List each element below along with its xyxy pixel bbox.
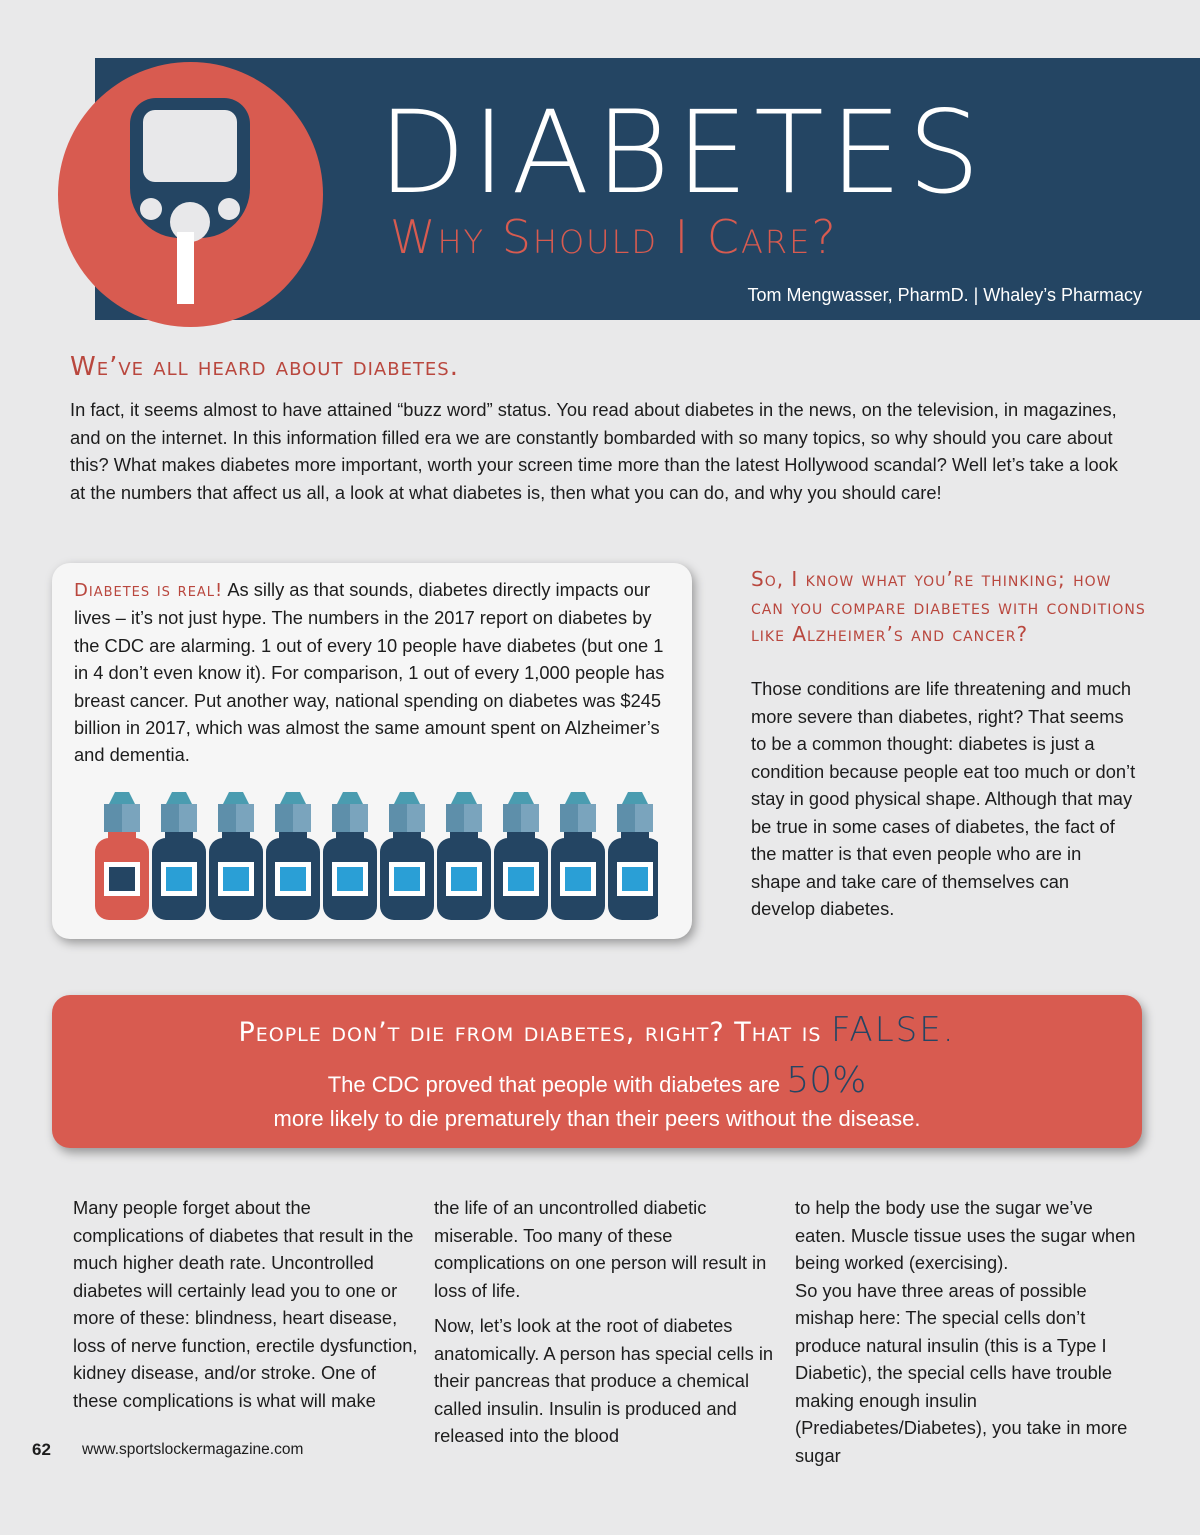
callout-percent: 50%	[786, 1060, 867, 1101]
sidebar-heading: So, I know what you’re thinking; how can you compare diabetes with conditions like Alzheimer’s and cancer?	[751, 567, 1146, 646]
stats-card-body: As silly as that sounds, diabetes directly impacts our lives – it’s not just hype. The numbers in the 2017 report on diabetes by the CDC are alarming. 1 out of every 10 people have diabetes (but one 1 in 4 don’t even know it). For comparison, 1 out of every 1,000 people has breast cancer. Put another way, national spending on diabetes was $245 billion in 2017, which was almost the same amount spent on Alzheimer’s and dementia.	[74, 579, 665, 766]
callout-heading	[52, 1010, 1142, 1050]
page-title: DIABETES	[378, 86, 987, 219]
insulin-vial-icon	[152, 792, 206, 920]
insulin-vial-icon	[494, 792, 548, 920]
insulin-vial-icon	[209, 792, 263, 920]
insulin-vial-icon	[266, 792, 320, 920]
byline: Tom Mengwasser, PharmD. | Whaley’s Pharmacy	[747, 285, 1142, 305]
column-2-paragraph-2: Now, let’s look at the root of diabetes anatomically. A person has special cells in their pancreas that produce a chemical called insulin. Insulin is produced and released into the blood	[434, 1315, 774, 1446]
callout-line-1	[52, 1060, 1142, 1101]
insulin-vial-icon	[380, 792, 434, 920]
stats-card-lead: Diabetes is real!	[74, 580, 224, 601]
insulin-vial-icon	[437, 792, 491, 920]
stats-card-text	[74, 576, 676, 769]
column-2-paragraph-1: the life of an uncontrolled diabetic miserable. Too many of these complications on one person will result in loss of life.	[434, 1197, 767, 1301]
glucose-meter-icon	[58, 62, 323, 327]
insulin-vial-icon	[323, 792, 377, 920]
callout-line-2: more likely to die prematurely than their peers without the disease.	[273, 1106, 921, 1131]
column-1-paragraph: Many people forget about the complications of diabetes that result in the much higher death rate. Uncontrolled diabetes will certainly lead you to one or more of these: blindness, heart disease, loss of nerve function, erectile dysfunction, kidney disease, and/or stroke. One of these complications is what will make	[73, 1197, 418, 1411]
callout-question: People don’t die from diabetes, right? That is	[238, 1017, 831, 1048]
insulin-vial-icon	[95, 792, 149, 920]
callout-line-1-text: The CDC proved that people with diabetes are	[327, 1072, 787, 1097]
column-3-paragraph-2: So you have three areas of possible mishap here: The special cells don’t produce natural insulin (this is a Type I Diabetic), the special cells have trouble making enough insulin (Prediabetes/Diabetes), you take in more sugar	[795, 1279, 1128, 1466]
intro-heading: We’ve all heard about diabetes.	[70, 352, 459, 382]
footer-url: www.sportslockermagazine.com	[82, 1441, 304, 1458]
callout-answer: FALSE.	[831, 1010, 956, 1050]
insulin-vial-row	[88, 790, 658, 922]
intro-paragraph: In fact, it seems almost to have attained “buzz word” status. You read about diabetes in the news, on the television, in magazines, and on the internet. In this information filled era we are constantly bombarded with so many topics, so why should you care about this? What makes diabetes more important, worth your screen time more than the latest Hollywood scandal? Well let’s take a look at the numbers that affect us all, a look at what diabetes is, then what you can do, and why you should care!	[70, 399, 1118, 503]
insulin-vial-icon	[608, 792, 658, 920]
insulin-vial-icon	[551, 792, 605, 920]
sidebar-paragraph: Those conditions are life threatening and much more severe than diabetes, right? That seems to be a common thought: diabetes is just a condition because people eat too much or don’t stay in good physical shape. Although that may be true in some cases of diabetes, the fact of the matter is that even people who are in shape and take care of themselves can develop diabetes.	[751, 678, 1136, 919]
page-number: 62	[32, 1440, 51, 1459]
column-3-paragraph-1: to help the body use the sugar we’ve eaten. Muscle tissue uses the sugar when being worked (exercising).	[795, 1197, 1136, 1273]
body-column-2	[434, 1194, 779, 1458]
body-column-3	[795, 1194, 1140, 1477]
page-subtitle: Why Should I Care?	[390, 210, 838, 264]
body-column-1	[73, 1194, 418, 1422]
